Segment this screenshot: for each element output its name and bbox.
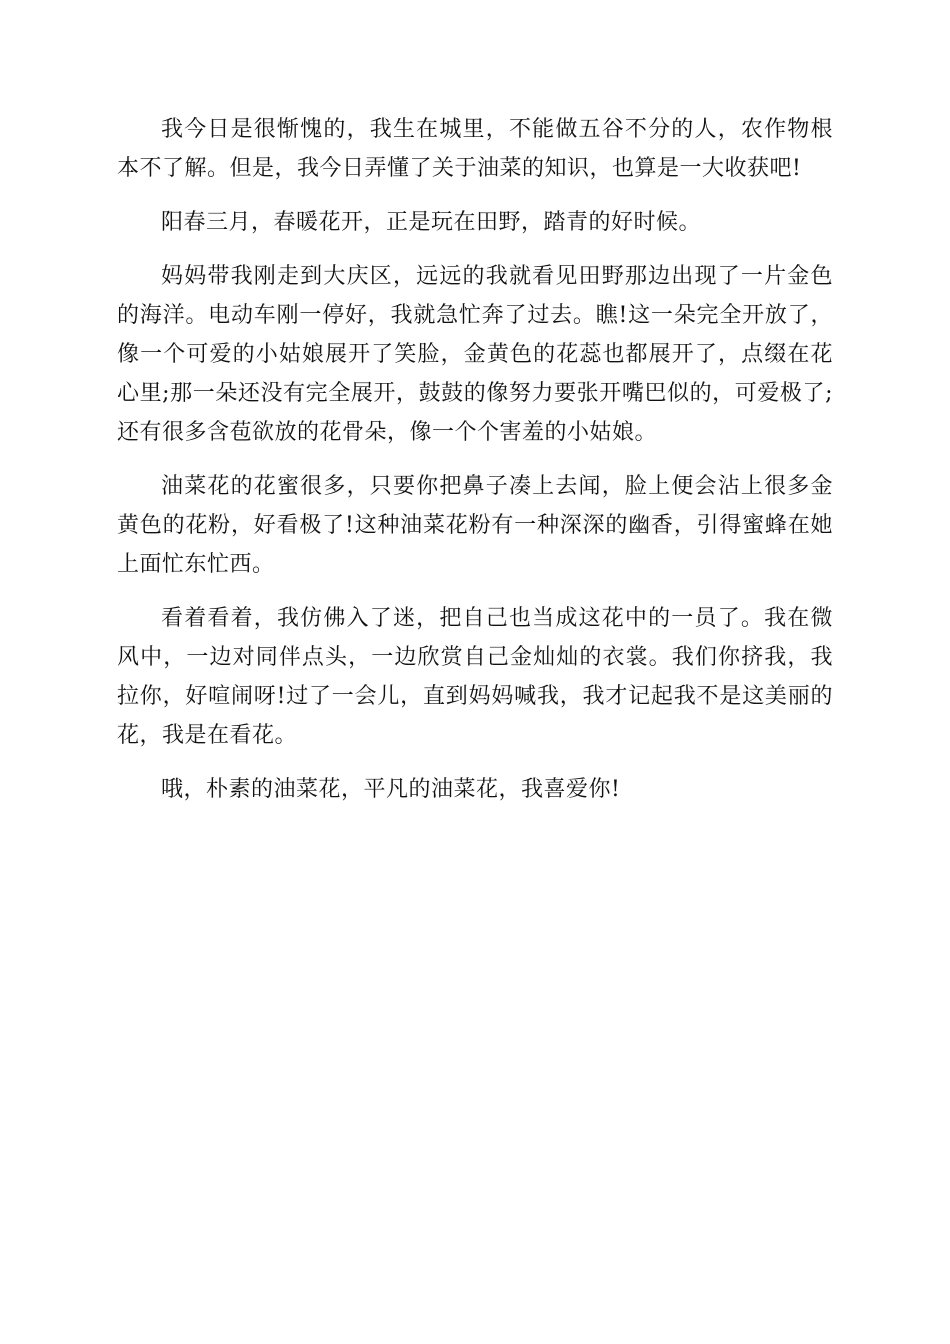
paragraph-1: 我今日是很惭愧的，我生在城里，不能做五谷不分的人，农作物根本不了解。但是，我今日弄懂了关于油菜的知识，也算是一大收获吧! bbox=[117, 117, 833, 181]
paragraph-3: 妈妈带我刚走到大庆区，远远的我就看见田野那边出现了一片金色的海洋。电动车刚一停好，我就急忙奔了过去。瞧!这一朵完全开放了，像一个可爱的小姑娘展开了笑脸，金黄色的花蕊也都展开了，点缀在花心里;那一朵还没有完全展开，鼓鼓的像努力要张开嘴巴似的，可爱极了;还有很多含苞欲放的花骨朵，像一个个害羞的小姑娘。 bbox=[117, 264, 833, 445]
paragraph-6: 哦，朴素的油菜花，平凡的油菜花，我喜爱你! bbox=[161, 777, 621, 802]
paragraph-5: 看着看着，我仿佛入了迷，把自己也当成这花中的一员了。我在微风中，一边对同伴点头，一边欣赏自己金灿灿的衣裳。我们你挤我，我拉你，好喧闹呀!过了一会儿，直到妈妈喊我，我才记起我不是这美丽的花，我是在看花。 bbox=[117, 606, 833, 748]
document-body bbox=[117, 110, 833, 824]
paragraph-4: 油菜花的花蜜很多，只要你把鼻子凑上去闻，脸上便会沾上很多金黄色的花粉，好看极了!这种油菜花粉有一种深深的幽香，引得蜜蜂在她上面忙东忙西。 bbox=[117, 474, 833, 577]
paragraph-2: 阳春三月，春暖花开，正是玩在田野，踏青的好时候。 bbox=[161, 210, 702, 235]
